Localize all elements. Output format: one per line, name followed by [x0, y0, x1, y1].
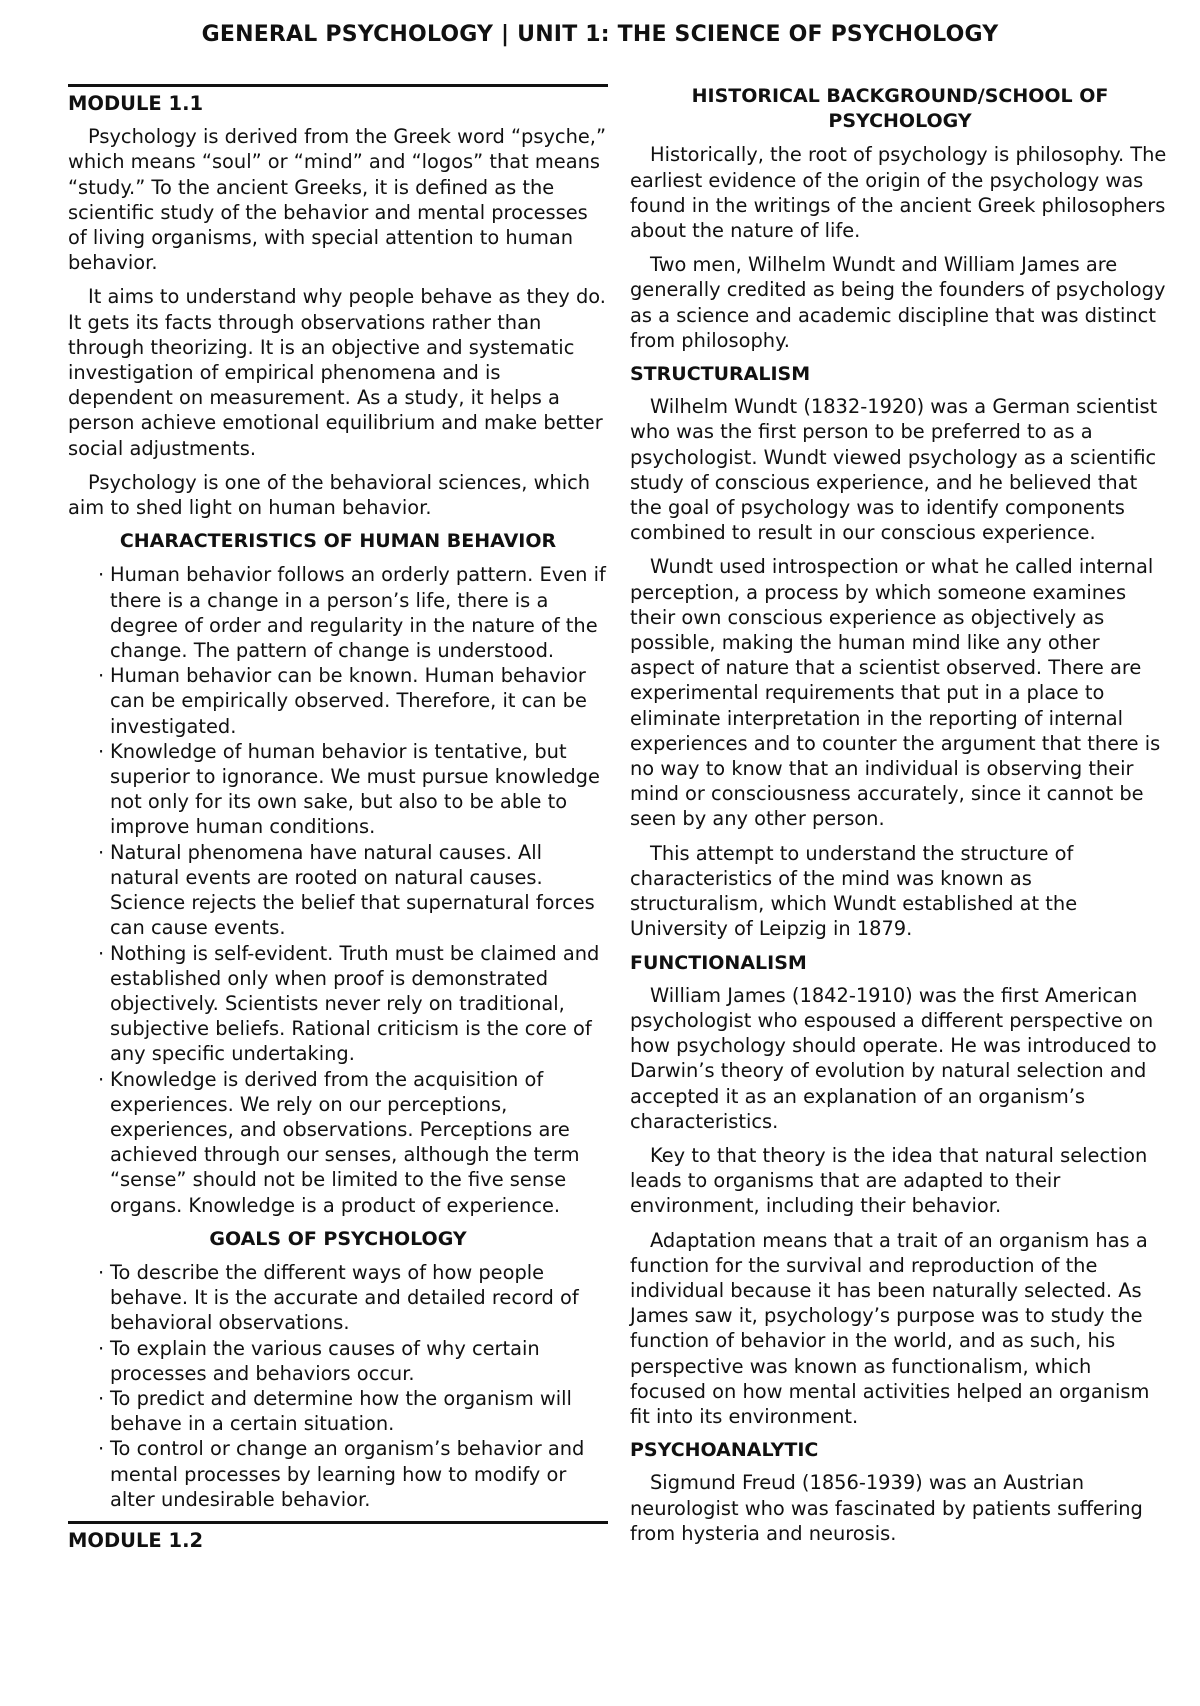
- left-column: [68, 82, 608, 1561]
- module-1-1-heading: MODULE 1.1: [68, 92, 204, 115]
- characteristics-list: [68, 562, 608, 1217]
- structuralism-paragraph: Wilhelm Wundt (1832-1920) was a German scientist who was the first person to be preferred to as a psychologist. Wundt viewed psychology as a scientific study of conscious experience, and he believed that the goal of psychology was to identify components combined to result in our conscious experience.: [630, 395, 1158, 545]
- functionalism-paragraph: Adaptation means that a trait of an organism has a function for the survival and reproduction of the individual because it has been naturally selected. As James saw it, psychology’s purpose was to study the function of behavior in the world, and as such, his perspective was known as functionalism, which focused on how mental activities helped an organism fit into its environment.: [630, 1228, 1150, 1428]
- list-item: · Knowledge of human behavior is tentative, but superior to ignorance. We must pursue knowledge not only for its own sake, but also to be able to improve human conditions.: [110, 739, 608, 840]
- intro-paragraph: It aims to understand why people behave as they do. It gets its facts through observations rather than through theorizing. It is an objective and systematic investigation of empirical phenomena and is dependent on measurement. As a study, it helps a person achieve emotional equilibrium and make better social adjustments.: [68, 285, 606, 460]
- list-item: · To control or change an organism’s behavior and mental processes by learning how to modify or alter undesirable behavior.: [110, 1436, 608, 1512]
- history-paragraph: Two men, Wilhelm Wundt and William James are generally credited as being the founders of psychology as a science and academic discipline that was distinct from philosophy.: [630, 253, 1166, 352]
- list-item: · To explain the various causes of why certain processes and behaviors occur.: [110, 1336, 608, 1386]
- list-item: · Nothing is self-evident. Truth must be claimed and established only when proof is demonstrated objectively. Scientists never rely on traditional, subjective beliefs. Rational criticism is the core of any specific undertaking.: [110, 941, 608, 1067]
- list-item: · Knowledge is derived from the acquisition of experiences. We rely on our perceptions, experiences, and observations. Perceptions are achieved through our senses, although the term “sense” should not be limited to the five sense organs. Knowledge is a product of experience.: [110, 1067, 608, 1218]
- functionalism-paragraph: Key to that theory is the idea that natural selection leads to organisms that are adapted to their environment, including their behavior.: [630, 1143, 1148, 1218]
- functionalism-heading: FUNCTIONALISM: [630, 951, 807, 974]
- right-column: [630, 84, 1170, 1555]
- structuralism-paragraph: Wundt used introspection or what he called internal perception, a process by which someone examines their own conscious experience as objectively as possible, making the human mind like any other aspect of nature that a scientist observed. There are experimental requirements that put in a place to eliminate interpretation in the reporting of internal experiences and to counter the argument that there is no way to know that an individual is observing their mind or consciousness accurately, since it cannot be seen by any other person.: [630, 555, 1161, 831]
- goals-list: [68, 1260, 608, 1512]
- psychoanalytic-heading: PSYCHOANALYTIC: [630, 1439, 819, 1462]
- list-item: · To predict and determine how the organism will behave in a certain situation.: [110, 1386, 608, 1436]
- intro-paragraph: Psychology is one of the behavioral sciences, which aim to shed light on human behavior.: [68, 470, 591, 520]
- history-paragraph: Historically, the root of psychology is philosophy. The earliest evidence of the origin of the psychology was found in the writings of the ancient Greek philosophers about the nature of life.: [630, 143, 1167, 243]
- list-item: · Human behavior follows an orderly pattern. Even if there is a change in a person’s life, there is a degree of order and regularity in the nature of the change. The pattern of change is understood.: [110, 562, 608, 663]
- goals-heading: GOALS OF PSYCHOLOGY: [209, 1227, 467, 1250]
- functionalism-paragraph: William James (1842-1910) was the first American psychologist who espoused a different perspective on how psychology should operate. He was introduced to Darwin’s theory of evolution by natural selection and accepted it as an explanation of an organism’s characteristics.: [630, 983, 1157, 1133]
- psychoanalytic-paragraph: Sigmund Freud (1856-1939) was an Austrian neurologist who was fascinated by patients suffering from hysteria and neurosis.: [630, 1471, 1143, 1545]
- page-title: GENERAL PSYCHOLOGY | UNIT 1: THE SCIENCE OF PSYCHOLOGY: [201, 22, 999, 47]
- list-item: · Natural phenomena have natural causes. All natural events are rooted on natural causes. Science rejects the belief that supernatural forces can cause events.: [110, 840, 608, 941]
- module-1-2-divider: [68, 1521, 608, 1524]
- intro-paragraph: Psychology is derived from the Greek word “psyche,” which means “soul” or “mind” and “logos” that means “study.” To the ancient Greeks, it is defined as the scientific study of the behavior and mental processes of living organisms, with special attention to human behavior.: [68, 125, 607, 275]
- module-1-1-divider: [68, 84, 608, 87]
- structuralism-heading: STRUCTURALISM: [630, 363, 811, 386]
- list-item: · Human behavior can be known. Human behavior can be empirically observed. Therefore, it can be investigated.: [110, 663, 608, 739]
- characteristics-heading: CHARACTERISTICS OF HUMAN BEHAVIOR: [119, 530, 557, 553]
- module-1-2-heading: MODULE 1.2: [68, 1528, 204, 1552]
- structuralism-paragraph: This attempt to understand the structure of characteristics of the mind was known as structuralism, which Wundt established at the University of Leipzig in 1879.: [630, 841, 1078, 941]
- list-item: · To describe the different ways of how people behave. It is the accurate and detailed record of behavioral observations.: [110, 1260, 608, 1336]
- history-heading: HISTORICAL BACKGROUND/SCHOOL OF PSYCHOLOGY: [691, 85, 1109, 133]
